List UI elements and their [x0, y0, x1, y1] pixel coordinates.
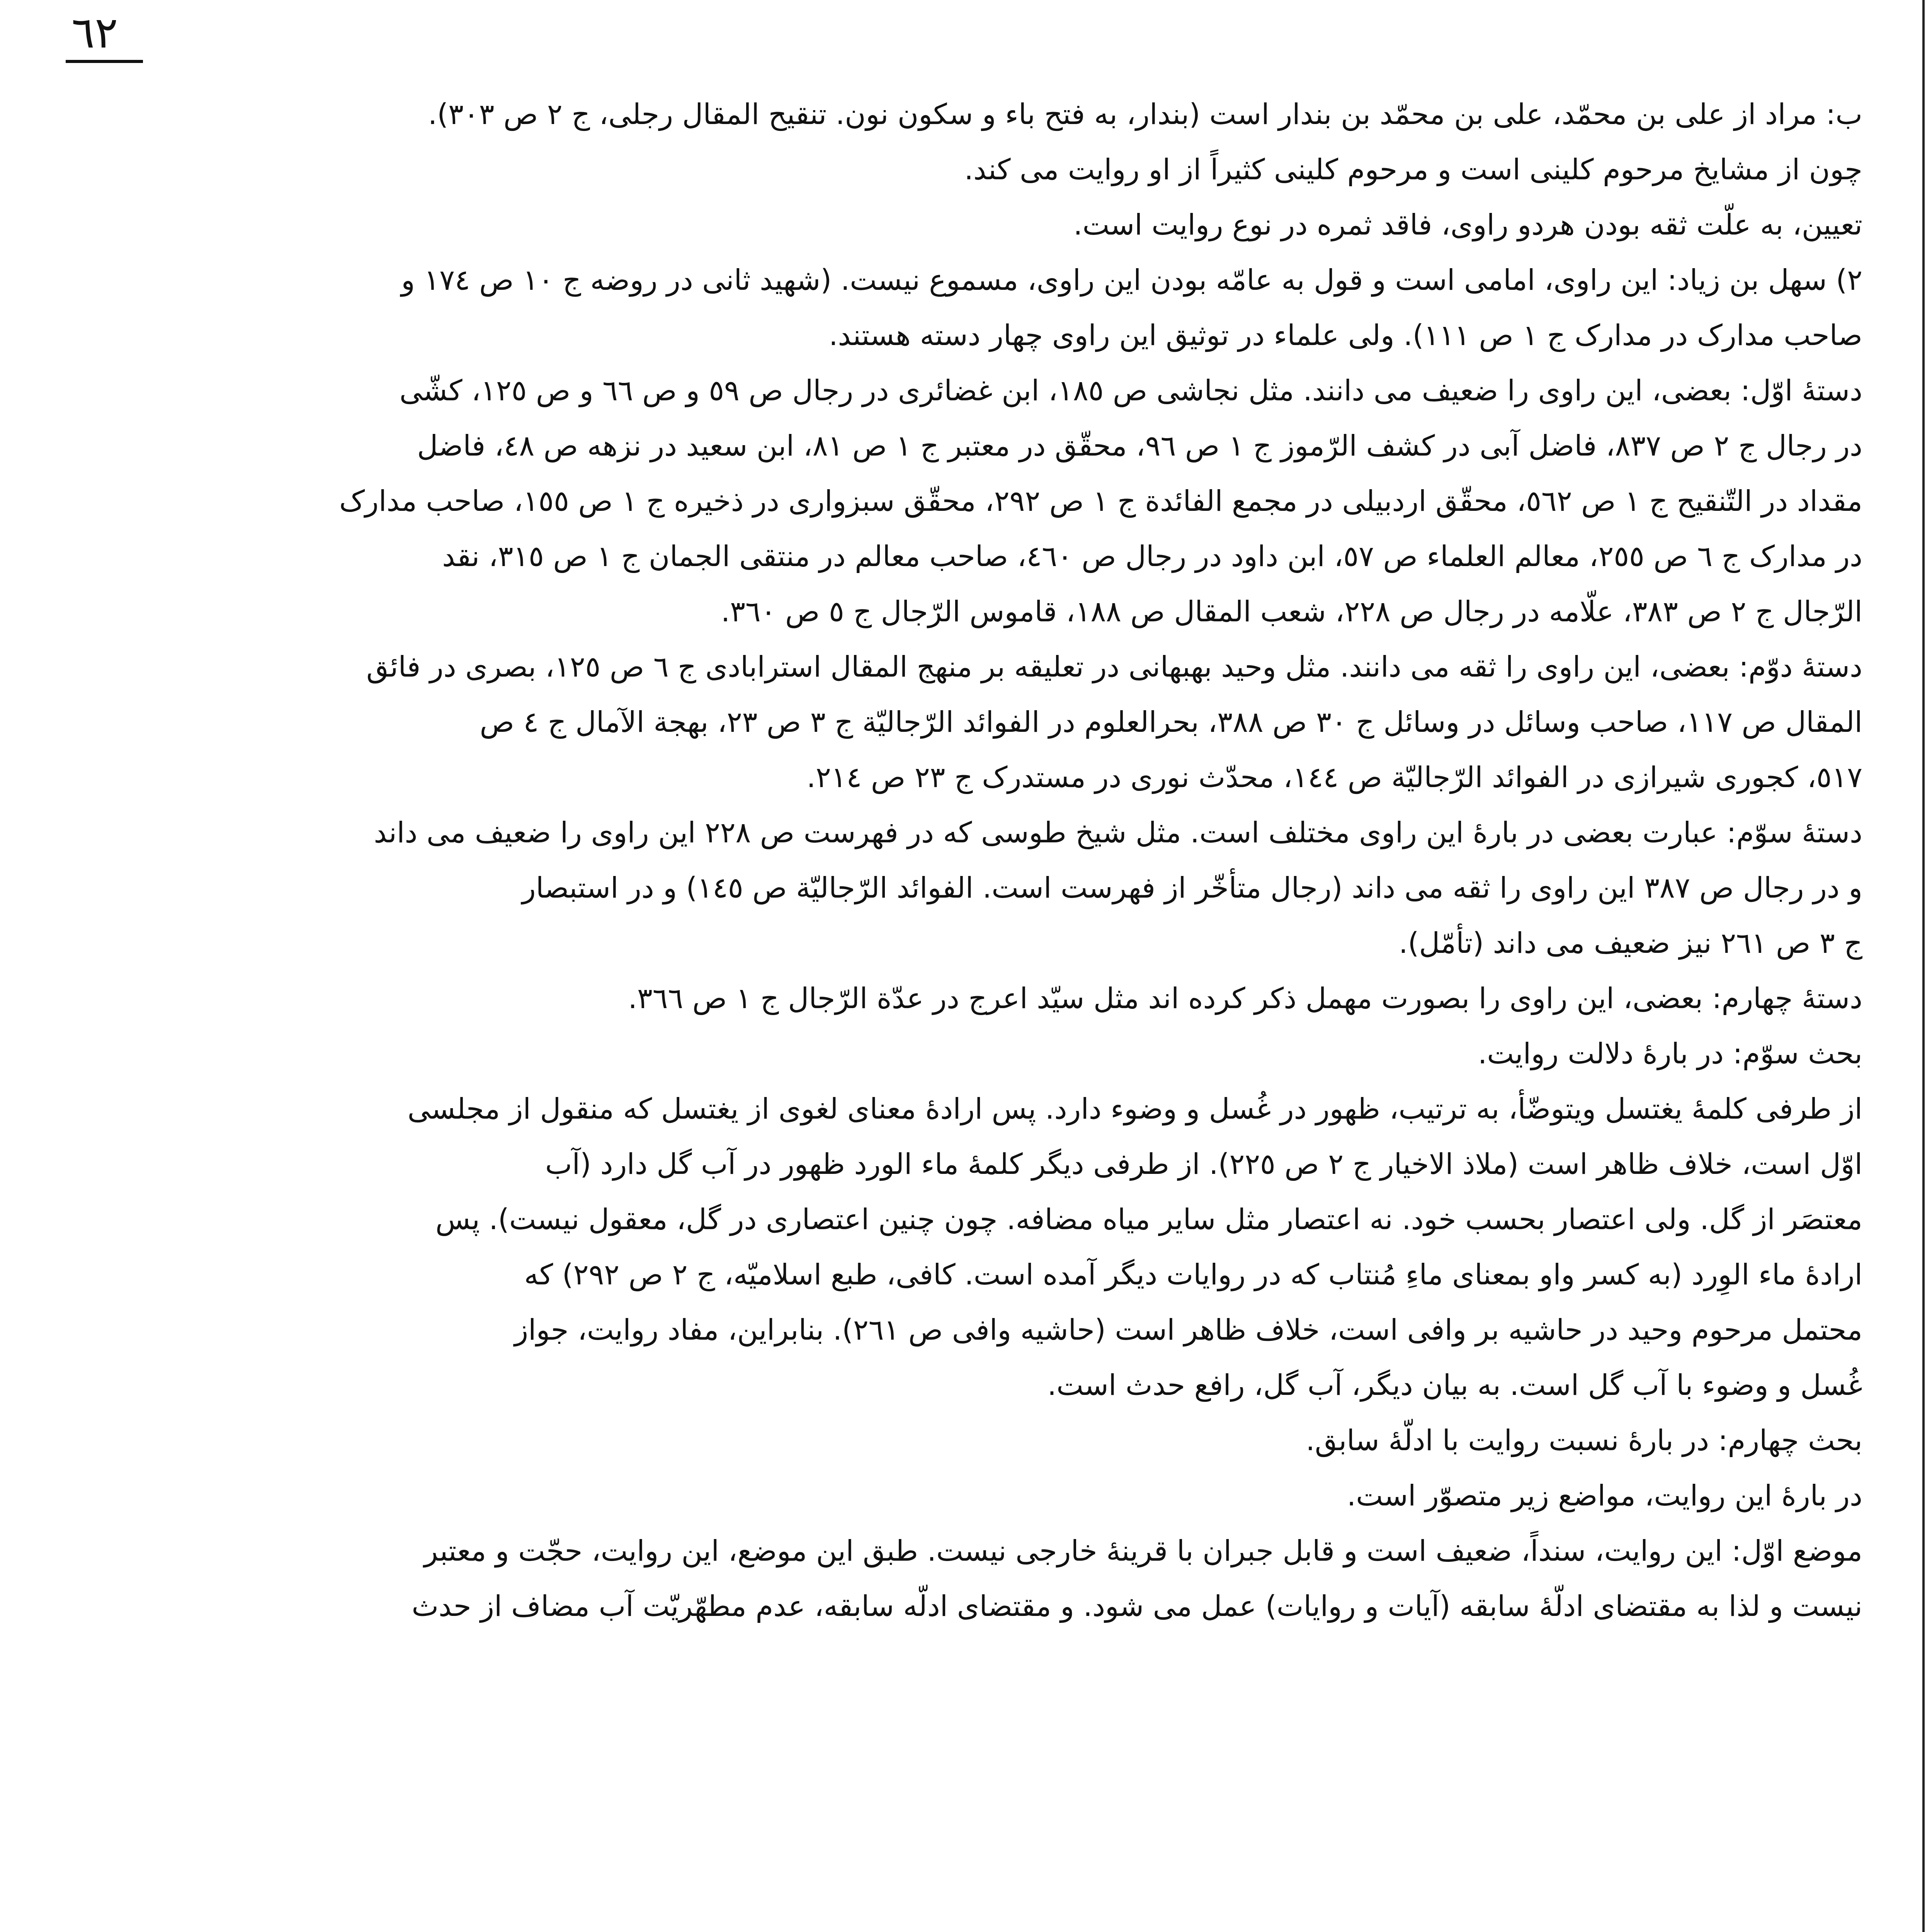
text-line: دستهٔ سوّم: عبارت بعضی در بارهٔ این راوی مختلف است. مثل شیخ طوسی که در فهرست ص ٢٢٨ این راوی را ضعیف می داند [374, 816, 1862, 849]
handwritten-text-body [19, 87, 1862, 1634]
text-line: در بارهٔ این روایت، مواضع زیر متصوّر است. [1347, 1479, 1862, 1512]
text-line: اوّل است، خلاف ظاهر است (ملاذ الاخیار ج ٢ ص ٢٢٥). از طرفی دیگر کلمهٔ ماء الورد ظهور در آب گل دارد (آب [545, 1148, 1862, 1181]
text-line: تعیین، به علّت ثقه بودن هردو راوی، فاقد ثمره در نوع روایت است. [1073, 208, 1862, 242]
text-line: محتمل مرحوم وحید در حاشیه بر وافی است، خلاف ظاهر است (حاشیه وافی ص ٢٦١). بنابراین، مفاد روایت، جواز [514, 1313, 1862, 1347]
text-line: ب: مراد از علی بن محمّد، علی بن محمّد بن بندار است (بندار، به فتح باء و سکون نون. تنقیح المقال رجلی، ج ٢ ص ٣٠٣). [428, 98, 1862, 131]
page-number: ٦٢ [71, 8, 118, 58]
text-line: ج ٣ ص ٢٦١ نیز ضعیف می داند (تأمّل). [1399, 927, 1862, 960]
page-number-underline [66, 60, 143, 63]
text-line: دستهٔ اوّل: بعضی، این راوی را ضعیف می دانند. مثل نجاشی ص ١٨٥، ابن غضائری در رجال ص ٥٩ و ص ٦٦ و ص ١٢٥، کشّی [399, 374, 1862, 407]
text-line: معتصَر از گل. ولی اعتصار بحسب خود. نه اعتصار مثل سایر میاه مضافه. چون چنین اعتصاری در گل، معقول نیست). پس [435, 1203, 1862, 1236]
text-line: ٢) سهل بن زیاد: این راوی، امامی است و قول به عامّه بودن این راوی، مسموع نیست. (شهید ثانی در روضه ج ١٠ ص ١٧٤ و [401, 264, 1862, 297]
text-line: بحث سوّم: در بارهٔ دلالت روایت. [1478, 1037, 1862, 1070]
text-line: دستهٔ چهارم: بعضی، این راوی را بصورت مهمل ذکر کرده اند مثل سیّد اعرج در عدّة الرّجال ج ١ ص ٣٦٦. [628, 982, 1862, 1015]
text-line: الرّجال ج ٢ ص ٣٨٣، علّامه در رجال ص ٢٢٨، شعب المقال ص ١٨٨، قاموس الرّجال ج ٥ ص ٣٦٠. [721, 595, 1862, 628]
text-line: در رجال ج ٢ ص ٨٣٧، فاضل آبی در کشف الرّموز ج ١ ص ٩٦، محقّق در معتبر ج ١ ص ٨١، ابن سعید در نزهه ص ٤٨، فاضل [417, 429, 1862, 463]
text-line: صاحب مدارک در مدارک ج ١ ص ١١١). ولی علماء در توثیق این راوی چهار دسته هستند. [829, 319, 1862, 352]
right-edge-rule [1922, 0, 1925, 1932]
text-line: ٥١٧، کجوری شیرازی در الفوائد الرّجالیّة ص ١٤٤، محدّث نوری در مستدرک ج ٢٣ ص ٢١٤. [806, 761, 1862, 794]
text-line: موضع اوّل: این روایت، سنداً، ضعیف است و قابل جبران با قرینهٔ خارجی نیست. طبق این موضع، این روایت، حجّت و معتبر [424, 1534, 1862, 1568]
text-line: ارادهٔ ماء الوِرد (به کسر واو بمعنای ماءِ مُنتاب که در روایات دیگر آمده است. کافی، طبع اسلامیّه، ج ٢ ص ٢٩٢) که [524, 1258, 1862, 1291]
text-line: نیست و لذا به مقتضای ادلّهٔ سابقه (آیات و روایات) عمل می شود. و مقتضای ادلّه سابقه، عدم مطهّریّت آب مضاف از حدث [412, 1590, 1862, 1623]
text-line: چون از مشایخ مرحوم کلینی است و مرحوم کلینی کثیراً از او روایت می کند. [964, 153, 1862, 186]
text-line: از طرفی کلمهٔ یغتسل ویتوضّأ، به ترتیب، ظهور در غُسل و وضوء دارد. پس ارادهٔ معنای لغوی از یغتسل که منقول از مجلسی [407, 1092, 1862, 1126]
text-line: در مدارک ج ٦ ص ٢٥٥، معالم العلماء ص ٥٧، ابن داود در رجال ص ٤٦٠، صاحب معالم در منتقی الجمان ج ١ ص ٣١٥، نقد [442, 540, 1862, 573]
text-line: غُسل و وضوء با آب گل است. به بیان دیگر، آب گل، رافع حدث است. [1047, 1369, 1862, 1402]
text-line: المقال ص ١١٧، صاحب وسائل در وسائل ج ٣٠ ص ٣٨٨، بحرالعلوم در الفوائد الرّجالیّة ج ٣ ص ٢٣، بهجة الآمال ج ٤ ص [480, 706, 1862, 739]
text-line: دستهٔ دوّم: بعضی، این راوی را ثقه می دانند. مثل وحید بهبهانی در تعلیقه بر منهج المقال استرابادی ج ٦ ص ١٢٥، بصری در فائق [366, 650, 1862, 684]
text-line: مقداد در التّنقیح ج ١ ص ٥٦٢، محقّق اردبیلی در مجمع الفائدة ج ١ ص ٢٩٢، محقّق سبزواری در ذخیره ج ١ ص ١٥٥، صاحب مدارک [339, 485, 1862, 518]
text-line: بحث چهارم: در بارهٔ نسبت روایت با ادلّهٔ سابق. [1306, 1424, 1862, 1457]
text-line: و در رجال ص ٣٨٧ این راوی را ثقه می داند (رجال متأخّر از فهرست است. الفوائد الرّجالیّة ص ١٤٥) و در استبصار [522, 871, 1862, 905]
